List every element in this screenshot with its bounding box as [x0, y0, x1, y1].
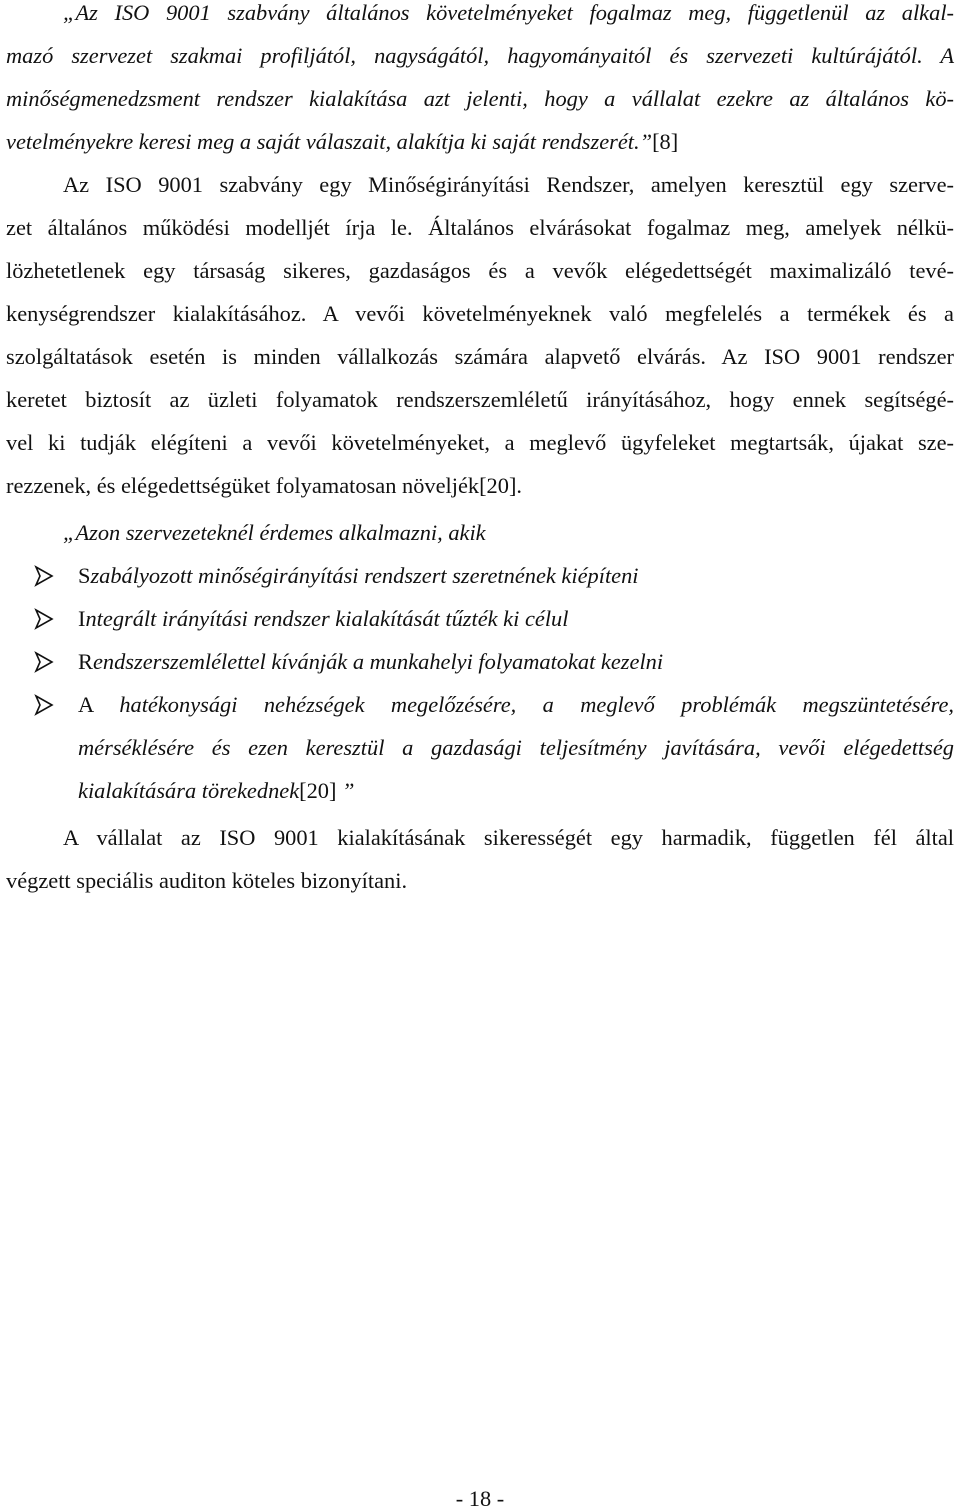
bullet-item-3-text: endszerszemlélettel kívánják a munkahelyi folyamatokat kezelni [92, 649, 664, 674]
bullet-item-3 [78, 649, 954, 675]
paragraph2-line-5: szolgáltatások esetén is minden vállalkozás számára alapvető elvárás. Az ISO 9001 rendszer [6, 344, 954, 369]
paragraph1-line-4 [6, 129, 954, 155]
arrowhead-bullet-icon [33, 608, 55, 630]
paragraph2-line-3: lözhetetlenek egy társaság sikeres, gazdaságos és a vevők elégedettségét maximalizáló tevé- [6, 258, 954, 283]
bullet-item-3-lead: R [78, 649, 93, 674]
bullet-item-4-continuation-1: mérséklésére és ezen keresztül a gazdasági teljesítmény javítására, vevői elégedettség [78, 735, 954, 760]
bullet-item-2-lead: I [78, 606, 86, 631]
paragraph2-line-4: kenységrendszer kialakításához. A vevői követelményeknek való megfelelés a termékek és a [6, 301, 954, 326]
arrowhead-bullet-icon [33, 651, 55, 673]
paragraph3-line-1: A vállalat az ISO 9001 kialakításának sikerességét egy harmadik, független fél által [63, 825, 954, 850]
bullet-item-2 [78, 606, 954, 632]
bullet-item-1-lead: S [78, 563, 91, 588]
paragraph1-line-4-text: vetelményekre keresi meg a saját válaszait, alakítja ki saját rendszerét.” [6, 129, 653, 154]
bullet-item-1-text: zabályozott minőségirányítási rendszert szeretnének kiépíteni [90, 563, 639, 588]
page-number: - 18 - [455, 1486, 505, 1511]
bullet-item-4-text: hatékonysági nehézségek megelőzésére, a meglevő problémák megszüntetésére, [119, 692, 954, 717]
paragraph2-line-7: vel ki tudják elégíteni a vevői követelményeket, a meglevő ügyfeleket megtartsák, újakat sze- [6, 430, 954, 455]
arrowhead-bullet-icon [33, 565, 55, 587]
bullet-item-4-closing-quote: ” [336, 778, 355, 803]
paragraph2-line-8: rezzenek, és elégedettségüket folyamatosan növeljék[20]. [6, 473, 523, 498]
bullet-item-2-text: ntegrált irányítási rendszer kialakítását tűzték ki célul [85, 606, 569, 631]
paragraph1-line-3: minőségmenedzsment rendszer kialakítása azt jelenti, hogy a vállalat ezekre az általános kö- [6, 86, 954, 111]
paragraph1-line-2: mazó szervezet szakmai profiljától, nagyságától, hagyományaitól és szervezeti kultúrájától. A [6, 43, 954, 68]
bullet-item-4-reference: [20] [299, 778, 337, 803]
bullet-item-4-continuation-2-text: kialakítására törekednek [78, 778, 300, 803]
bullet-item-4 [78, 692, 954, 718]
paragraph2-line-6: keretet biztosít az üzleti folyamatok rendszerszemléletű irányításához, hogy ennek segítségé- [6, 387, 954, 412]
paragraph2-line-2: zet általános működési modelljét írja le. Általános elvárásokat fogalmaz meg, amelyek nélkü- [6, 215, 954, 240]
paragraph1-reference: [8] [652, 129, 679, 154]
paragraph3-line-2: végzett speciális auditon köteles bizonyítani. [6, 868, 408, 893]
paragraph2-line-1: Az ISO 9001 szabvány egy Minőségirányítási Rendszer, amelyen keresztül egy szerve- [63, 172, 954, 197]
bullet-item-1 [78, 563, 954, 589]
paragraph1-line-1: „Az ISO 9001 szabvány általános követelményeket fogalmaz meg, függetlenül az alkal- [63, 0, 954, 25]
bullet-item-4-lead: A [78, 692, 120, 717]
bullet-item-4-continuation-2 [78, 778, 954, 804]
arrowhead-bullet-icon [33, 694, 55, 716]
quote-intro: „Azon szervezeteknél érdemes alkalmazni, akik [63, 520, 486, 545]
